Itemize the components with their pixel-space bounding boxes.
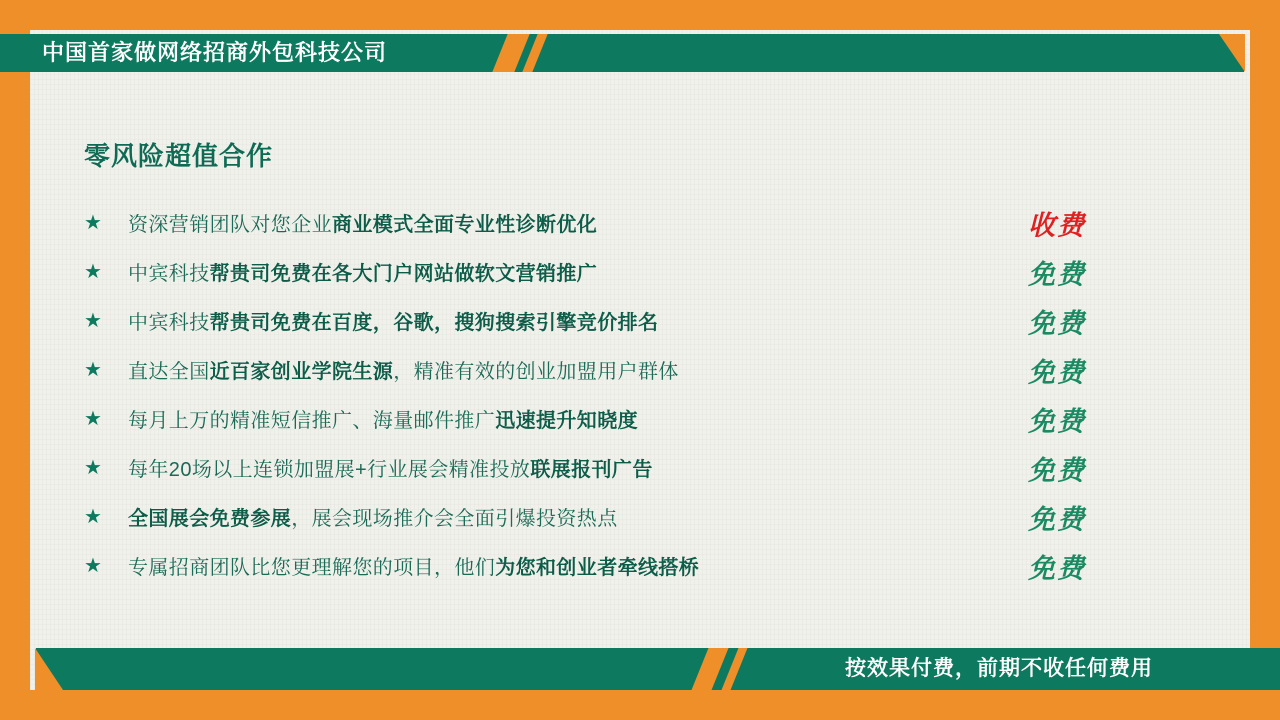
star-icon: ★ — [84, 407, 102, 430]
list-item-text — [128, 551, 1124, 580]
text-plain-prefix: 直达全国 — [128, 361, 210, 383]
header-title: 中国首家做网络招商外包科技公司 — [42, 40, 388, 65]
text-bold: 全国展会免费参展 — [128, 508, 292, 530]
star-icon: ★ — [84, 505, 102, 528]
text-bold: 为您和创业者牵线搭桥 — [495, 557, 700, 579]
list-item-text — [128, 404, 1124, 433]
text-plain-prefix: 资深营销团队对您企业 — [128, 214, 332, 236]
text-plain-prefix: 中宾科技 — [128, 312, 210, 334]
text-bold: 联展报刊广告 — [530, 459, 653, 481]
status-badge: 免费 — [1028, 553, 1086, 584]
star-icon: ★ — [84, 456, 102, 479]
list-item-text — [128, 355, 1124, 384]
list-item — [84, 541, 1124, 590]
list-item-text — [128, 306, 1124, 335]
star-icon: ★ — [84, 554, 102, 577]
star-icon: ★ — [84, 309, 102, 332]
text-bold: 帮贵司免费在百度，谷歌，搜狗搜索引擎竞价排名 — [209, 312, 659, 334]
list-item — [84, 492, 1124, 541]
status-badge: 免费 — [1028, 455, 1086, 486]
status-badge: 免费 — [1028, 259, 1086, 290]
text-bold: 近百家创业学院生源 — [209, 361, 394, 383]
list-item — [84, 247, 1124, 296]
star-icon: ★ — [84, 358, 102, 381]
text-bold: 帮贵司免费在各大门户网站做软文营销推广 — [209, 263, 598, 285]
status-badge: 免费 — [1028, 357, 1086, 388]
status-badge: 免费 — [1028, 406, 1086, 437]
text-plain-suffix: ，展会现场推介会全面引爆投资热点 — [291, 508, 618, 530]
list-item — [84, 296, 1124, 345]
text-plain-prefix: 专属招商团队比您更理解您的项目，他们 — [128, 557, 496, 579]
status-badge: 收费 — [1028, 210, 1086, 241]
footer-text: 按效果付费，前期不收任何费用 — [845, 657, 1153, 680]
text-plain-prefix: 每月上万的精准短信推广、海量邮件推广 — [128, 410, 496, 432]
list-item-text — [128, 257, 1124, 286]
list-item-text — [128, 208, 1124, 237]
list-item — [84, 394, 1124, 443]
star-icon: ★ — [84, 211, 102, 234]
text-plain-prefix: 中宾科技 — [128, 263, 210, 285]
list-item-text — [128, 453, 1124, 482]
list-item — [84, 443, 1124, 492]
star-icon: ★ — [84, 260, 102, 283]
text-bold: 迅速提升知晓度 — [495, 410, 639, 432]
text-plain-suffix: ，精准有效的创业加盟用户群体 — [393, 361, 679, 383]
list-item-text — [128, 502, 1124, 531]
text-plain-prefix: 每年20场以上连锁加盟展+行业展会精准投放 — [128, 459, 531, 481]
list-item — [84, 345, 1124, 394]
benefit-list — [84, 198, 1124, 590]
status-badge: 免费 — [1028, 504, 1086, 535]
text-bold: 商业模式全面专业性诊断优化 — [332, 214, 598, 236]
section-title: 零风险超值合作 — [84, 141, 274, 171]
status-badge: 免费 — [1028, 308, 1086, 339]
list-item — [84, 198, 1124, 247]
